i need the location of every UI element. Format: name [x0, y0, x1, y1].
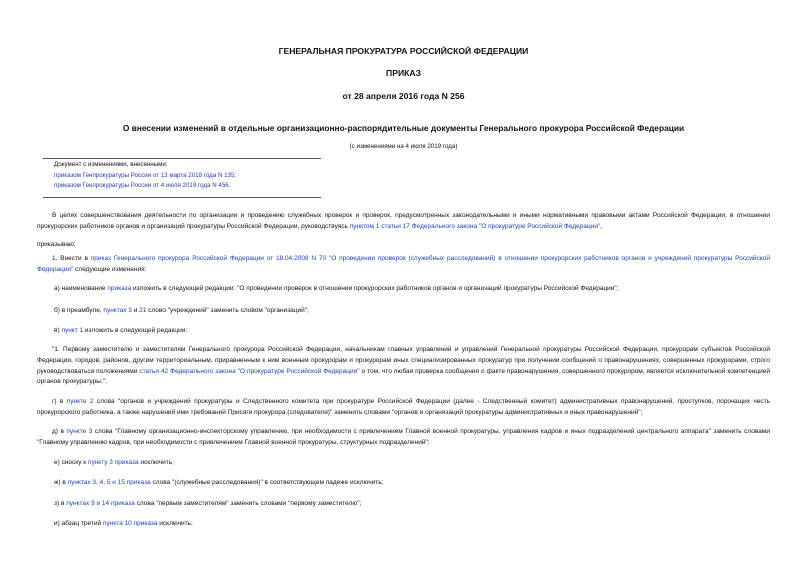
item-i-link[interactable]: пункта 10 приказа	[102, 520, 158, 527]
doc-date-number: от 28 апреля 2016 года N 256	[342, 91, 465, 101]
preamble: В целях совершенствования деятельности по организации и проведению служебных проверок и проверок, предусмотренных законодательными и иными нормативными правовыми актами Российской Федерации, в отношении прокурорских работников органов и организаций прокуратуры Российской Федерации, руководствуясь пунктом 1 статьи 17 Федерального закона "О прокуратуре Российской Федерации",	[37, 212, 770, 230]
divider-bottom	[43, 197, 321, 198]
item-a-link[interactable]: приказа	[107, 285, 132, 292]
divider-top	[43, 158, 321, 159]
item-z: з) в пунктах 9 и 14 приказа слова "первым заместителям" заменить словами "первому заместителю";	[54, 500, 362, 507]
order-70-link[interactable]: приказ Генерального прокурора Российской Федерации от 18.04.2008 N 70 "О проведении проверок (служебных расследований) в отношении прокурорских работников органов и учреждений прокуратуры Российской Федерации"	[37, 255, 770, 273]
item-zh-link[interactable]: пунктах 3, 4, 5 и 15 приказа	[67, 479, 151, 486]
changes-intro: Документ с изменениями, внесенными:	[54, 161, 168, 168]
doc-heading: О внесении изменений в отдельные организационно-распорядительные документы Генерального прокурора Российской Федерации	[122, 123, 685, 133]
item-b-link-3[interactable]: пунктах 3	[103, 307, 132, 314]
paragraph-1: 1. Внести в приказ Генерального прокурора Российской Федерации от 18.04.2008 N 70 "О проведении проверок (служебных расследований) в отношении прокурорских работников органов и учреждений прокуратуры Российской Федерации" следующие изменения:	[37, 255, 770, 273]
item-g-link[interactable]: пункте 2	[66, 398, 94, 405]
item-i: и) абзац третий пункта 10 приказа исключить;	[54, 520, 193, 527]
item-v: в) пункт 1 изложить в следующей редакции:	[54, 327, 188, 334]
revision-note: (с изменениями на 4 июля 2019 года)	[349, 143, 458, 150]
change-link-2018[interactable]: приказом Генпрокуратуры России от 13 марта 2018 года N 135;	[54, 171, 237, 179]
item-b: б) в преамбуле, пунктах 3 и 21 слово "учреждений" заменить словом "организаций";	[54, 307, 309, 314]
item-zh: ж) в пунктах 3, 4, 5 и 15 приказа слова "(служебные расследования)" в соответствующем падеже исключить;	[54, 479, 384, 486]
law-link-art42[interactable]: статьи 42 Федерального закона "О прокуратуре Российской Федерации"	[139, 367, 360, 375]
doc-type: ПРИКАЗ	[386, 68, 421, 78]
item-e-link[interactable]: пункту 3 приказа	[87, 459, 139, 466]
change-link-2019[interactable]: приказом Генпрокуратуры России от 4 июля 2019 года N 456.	[54, 182, 231, 189]
item-v-link[interactable]: пункт 1	[61, 327, 84, 334]
item-g: г) в пункте 2 слова "органов и учреждений прокуратуры и Следственного комитета при прокуратуре Российской Федерации (далее - Следственный комитет) административных правонарушений, проступков, порочащих честь прокурорского работника, а также нарушений ими требований Присяги прокурора (следователя)" заменить словами "органов и организаций прокуратуры административных и иных правонарушений";	[37, 398, 771, 416]
item-b-link-21[interactable]: 21	[139, 307, 147, 314]
law-link-art17[interactable]: пунктом 1 статьи 17 Федерального закона "О прокуратуре Российской Федерации"	[349, 222, 601, 230]
item-d: д) в пункте 3 слова "Главному организационно-инспекторскому управлению, при необходимости с привлечением Главной военной прокуратуры, управления кадров и иных подразделений центрального аппарата" заменить словами "Главному управлению кадров, при необходимости с привлечением Главной военной прокуратуры, структурных подразделений";	[37, 428, 770, 446]
quote-paragraph: "1. Первому заместителю и заместителям Генерального прокурора Российской Федерации, начальникам главных управлений и управлений Генеральной прокуратуры Российской Федерации, прокурорам субъектов Российской Федерации, городов, районов, другим территориальным, приравненным к ним военным прокурорам и прокурорам иных специализированных прокуратур при получении сообщений о правонарушениях, совершенных прокурорами, строго руководствоваться положениями статьи 42 Федерального закона "О прокуратуре Российской Федерации" о том, что любая проверка сообщения о факте правонарушения, совершенного прокурором, является исключительной компетенцией органов прокуратуры.";	[37, 346, 771, 386]
org-title: ГЕНЕРАЛЬНАЯ ПРОКУРАТУРА РОССИЙСКОЙ ФЕДЕРАЦИИ	[278, 46, 529, 56]
item-a: а) наименование приказа изложить в следующей редакции: "О проведении проверок в отношении прокурорских работников органов и организаций прокуратуры Российской Федерации";	[54, 285, 619, 292]
order-word: приказываю:	[37, 241, 76, 248]
item-e: е) сноску к пункту 3 приказа исключить;	[54, 459, 174, 466]
item-d-link[interactable]: пункте 3	[66, 428, 93, 435]
item-z-link[interactable]: пунктах 9 и 14 приказа	[66, 500, 135, 507]
changes-block	[54, 160, 236, 192]
